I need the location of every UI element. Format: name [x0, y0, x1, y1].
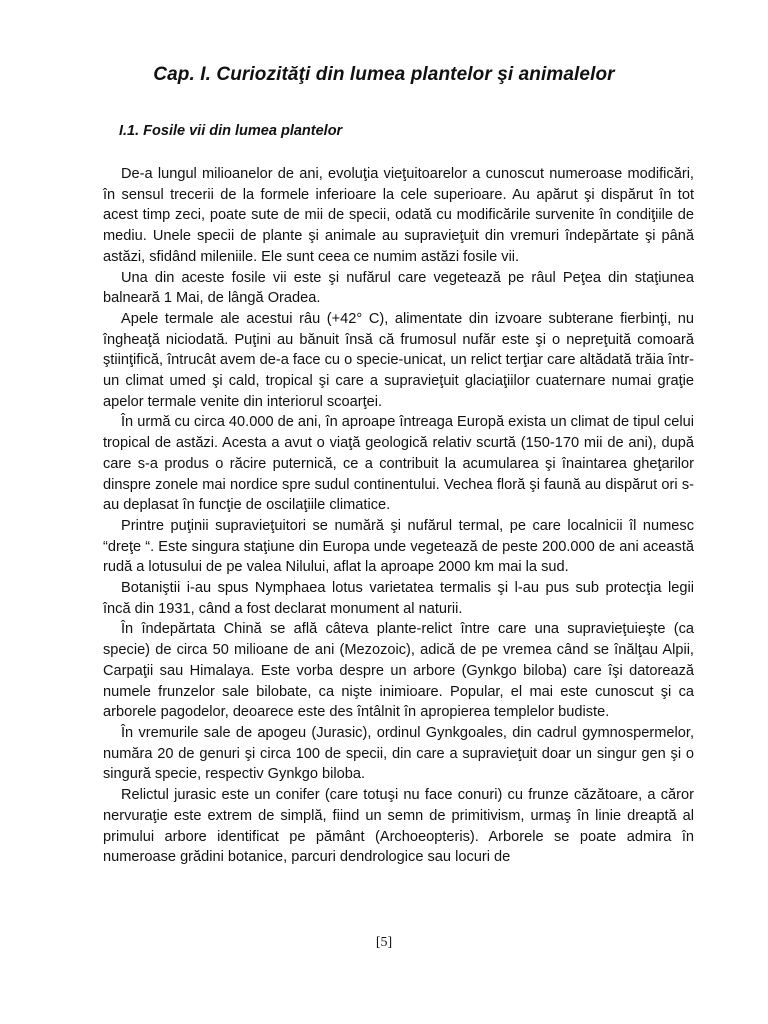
paragraph: Apele termale ale acestui râu (+42° C), alimentate din izvoare subterane fierbinţi, nu îngheaţă niciodată. Puţini au bănuit însă că frumosul nufăr este şi o nepreţuită comoară ştiinţifică, întrucât avem de-a face cu o specie-unicat, un relict terţiar care altădată trăia într-un climat umed şi cald, tropical şi care a supravieţuit glaciaţiilor cuaternare numai graţie apelor termale venite din interiorul scoarţei.	[103, 310, 694, 410]
paragraph: În îndepărtata Chină se află câteva plante-relict între care una supravieţuieşte (ca specie) de circa 50 milioane de ani (Mezozoic), adică de pe vremea când se înălţau Alpii, Carpaţii sau Himalaya. Este vorba despre un arbore (Gynkgo biloba) care îşi datorează numele frunzelor sale bilobate, ca nişte inimioare. Popular, el mai este cunoscut şi ca arborele pagodelor, deoarece este des întâlnit în apropierea templelor budiste.	[103, 621, 694, 721]
paragraph: În urmă cu circa 40.000 de ani, în aproape întreaga Europă exista un climat de tipul celui tropical de astăzi. Acesta a avut o viaţă geologică relativ scurtă (150-170 mii de ani), după care s-a produs o răcire puternică, ce a contribuit la acumularea şi înaintarea gheţarilor dinspre zonele mai nordice spre sudul continentului. Vechea floră şi faună au dispărut ori s-au deplasat în funcţie de oscilaţiile climatice.	[103, 414, 694, 514]
paragraph: Printre puţinii supravieţuitori se numără şi nufărul termal, pe care localnicii îl numesc “dreţe “. Este singura staţiune din Europa unde vegetează de peste 200.000 de ani această rudă a lotusului de pe valea Nilului, aflat la aproape 2000 km mai la sud.	[103, 517, 694, 576]
paragraph: Una din aceste fosile vii este şi nufărul care vegetează pe râul Peţea din staţiunea balneară 1 Mai, de lângă Oradea.	[103, 269, 694, 307]
body-text	[103, 164, 694, 868]
section-title: I.1. Fosile vii din lumea plantelor	[119, 123, 343, 139]
chapter-title: Cap. I. Curiozităţi din lumea plantelor şi animalelor	[153, 64, 615, 85]
page-number: [5]	[375, 935, 393, 950]
paragraph: De-a lungul milioanelor de ani, evoluţia vieţuitoarelor a cunoscut numeroase modificări, în sensul trecerii de la formele inferioare la cele superioare. Au apărut şi dispărut în tot acest timp zeci, poate sute de mii de specii, odată cu modificările survenite în condiţiile de mediu. Unele specii de plante şi animale au supravieţuit din vremuri îndepărtate şi până astăzi, sfidând mileniile. Ele sunt ceea ce numim astăzi fosile vii.	[103, 166, 694, 265]
paragraph: În vremurile sale de apogeu (Jurasic), ordinul Gynkgoales, din cadrul gymnospermelor, număra 20 de genuri şi circa 100 de specii, din care a supravieţuit doar un singur gen şi o singură specie, respectiv Gynkgo biloba.	[103, 724, 694, 783]
paragraph: Relictul jurasic este un conifer (care totuşi nu face conuri) cu frunze căzătoare, a căror nervuraţie este extrem de simplă, fiind un semn de primitivism, urmaş în linie dreaptă al primului arbore identificat pe pământ (Archoeopteris). Arborele se poate admira în numeroase grădini botanice, parcuri dendrologice sau locuri de	[103, 787, 694, 866]
paragraph: Botaniştii i-au spus Nymphaea lotus varietatea termalis şi l-au pus sub protecţia legii încă din 1931, când a fost declarat monument al naturii.	[103, 580, 694, 617]
